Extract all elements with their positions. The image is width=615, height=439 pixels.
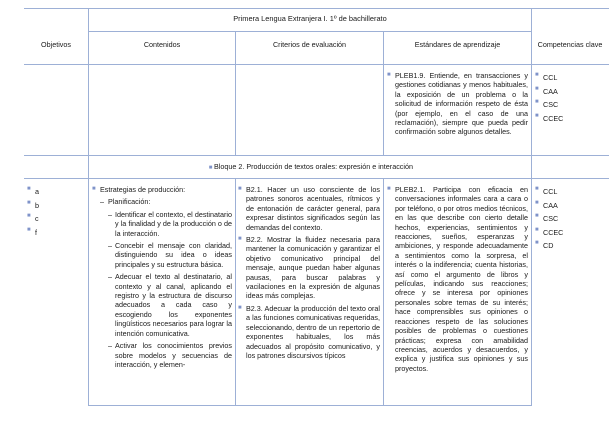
bullet-icon: ■: [535, 99, 539, 106]
row2-estandar-text: PLEB2.1. Participa con eficacia en conversaciones informales cara a cara o por teléfono, o por otros medios técnicos, en las que describe con cierto detalle hechos, experiencias, sentimientos y reacciones, sueños, esperanzas y ambiciones, y responde adecuadamente a sentimientos como la sorpresa, el interés o la indiferencia; cuenta historias, así como el argumento de libros y películas, indicando sus reacciones; ofrece y se interesa por opiniones personales sobre temas de su interés; hace comprensibles sus opiniones o reacciones respeto de las soluciones posibles de problemas o cuestiones prácticas; expresa con amabilidad creencias, acuerdos y desacuerdos, y explica y justifica sus opiniones y sus proyectos.: [395, 185, 528, 373]
header-bottom-border: [24, 64, 609, 65]
block-bottom-border: [24, 178, 609, 179]
col-divider-3b: [383, 178, 384, 406]
row2-competencias: [535, 185, 607, 253]
block-title: [89, 162, 531, 173]
bullet-icon: ■: [238, 236, 242, 243]
bullet-icon: ■: [535, 240, 539, 247]
competencia: CSC: [543, 100, 559, 110]
objetivo: b: [35, 200, 39, 210]
bullet-icon: ■: [27, 226, 31, 233]
objetivo: a: [35, 187, 39, 196]
row1-estandar-text: PLEB1.9. Entiende, en transacciones y gestiones cotidianas y menos habituales, la exposición de un problema o la solicitud de información respeto de ésta (por ejemplo, en el caso de una reclamación), siempre que pueda pedir confirmación sobre algunos detalles.: [395, 71, 528, 137]
row2-contenidos: [92, 185, 232, 404]
bullet-icon: ■: [238, 304, 242, 311]
bullet-icon: ■: [535, 72, 539, 78]
header-estandares: Estándares de aprendizaje: [414, 40, 501, 49]
row1-estandar: [387, 71, 528, 137]
row2-objetivos: [27, 185, 85, 239]
competencia: CAA: [543, 200, 558, 210]
contenidos-heading: Estrategias de producción:: [100, 185, 186, 194]
bullet-icon: ■: [535, 226, 539, 233]
competencia: CAA: [543, 86, 558, 96]
objetivo: c: [35, 214, 39, 224]
competencia: CSC: [543, 214, 559, 224]
competencia: CD: [543, 241, 554, 251]
bullet-icon: ■: [27, 213, 31, 220]
dash-icon: –: [100, 197, 104, 207]
row2-estandar: [387, 185, 528, 404]
criterio: B2.2. Mostrar la fluidez necesaria para mantener la comunicación y garantizar el objetivo comunicativo principal del mensaje, aunque puedan haber algunas pausas, para buscar palabras y vacilaciones en la expresión de algunas ideas más complejas.: [246, 235, 380, 301]
col-divider-4: [531, 8, 532, 406]
bullet-icon: ■: [535, 213, 539, 220]
dash-icon: –: [108, 272, 112, 282]
bullet-icon: ■: [387, 72, 391, 78]
col-divider-1: [88, 8, 89, 406]
header-competencias: Competencias clave: [537, 40, 603, 49]
competencia: CCEC: [543, 113, 564, 123]
contenidos-item: Identificar el contexto, el destinatario y la finalidad y de la producción o de la interacción.: [115, 209, 232, 238]
contenidos-subheading: Planificación:: [108, 197, 151, 207]
bullet-icon: ■: [535, 85, 539, 92]
table-title: Primera Lengua Extranjera I. 1º de bachillerato: [233, 14, 387, 23]
bullet-icon: ■: [92, 186, 96, 192]
contenidos-item: Activar los conocimientos previos sobre modelos y secuencias de interacción, y elemen-: [115, 341, 232, 369]
bullet-icon: ■: [387, 186, 391, 192]
bullet-icon: ■: [535, 186, 539, 192]
table-bottom-border: [88, 405, 531, 406]
bullet-icon: ■: [238, 186, 242, 192]
criterio: B2.1. Hacer un uso consciente de los patrones sonoros acentuales, rítmicos y de entonación de carácter general, para expresar distintos significados según las demandas del contexto.: [246, 185, 380, 232]
row1-bottom-border: [24, 155, 609, 156]
contenidos-item: Adecuar el texto al destinatario, al contexto y al canal, aplicando el registro y la estructura de discurso adecuados a cada caso y escogiendo los exponentes lingüísticos necesarios para lograr la intención comunicativa.: [115, 272, 232, 338]
header-criterios: Criterios de evaluación: [272, 40, 347, 49]
contenidos-item: Concebir el mensaje con claridad, distinguiendo su idea o ideas principales y su estructura básica.: [115, 241, 232, 269]
competencia: CCL: [543, 187, 558, 196]
table-top-border: [24, 8, 609, 9]
dash-icon: –: [108, 241, 112, 251]
bullet-icon: ■: [535, 199, 539, 206]
bullet-icon: ■: [535, 112, 539, 119]
dash-icon: –: [108, 209, 112, 219]
header-title-divider: [88, 31, 531, 32]
col-divider-3: [383, 31, 384, 155]
competencia: CCEC: [543, 227, 564, 237]
bullet-icon: ■: [27, 186, 31, 192]
header-contenidos: Contenidos: [143, 40, 181, 49]
block-title-text: Bloque 2. Producción de textos orales: expresión e interacción: [214, 162, 413, 171]
col-divider-2: [235, 31, 236, 155]
competencia: CCL: [543, 73, 558, 82]
bullet-icon: ■: [208, 165, 213, 171]
col-divider-2b: [235, 178, 236, 406]
header-objetivos: Objetivos: [41, 40, 71, 49]
criterio: B2.3. Adecuar la producción del texto oral a las funciones comunicativas requeridas, seleccionando, dentro de un repertorio de exponentes habituales, los más adecuados al propósito comunicativo, y los patrones discursivos típicos: [246, 303, 380, 360]
row1-competencias: [535, 71, 607, 125]
dash-icon: –: [108, 341, 112, 351]
row2-criterios: [238, 185, 380, 404]
objetivo: f: [35, 227, 37, 237]
bullet-icon: ■: [27, 199, 31, 206]
